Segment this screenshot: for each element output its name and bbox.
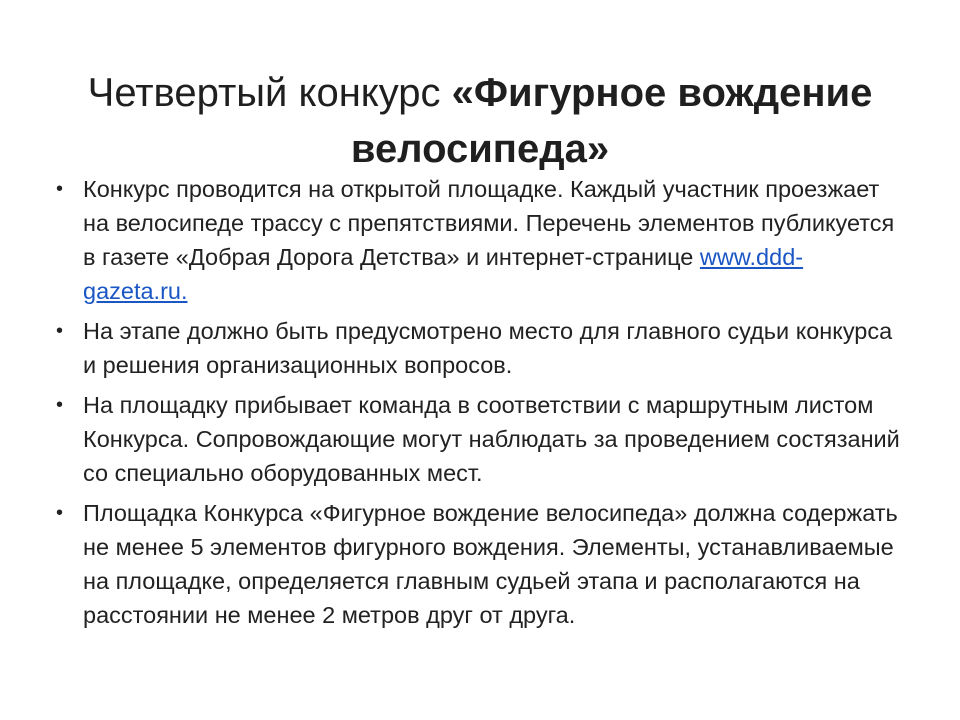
title-regular-part: Четвертый конкурс [87, 70, 452, 115]
slide-title [60, 65, 900, 177]
bullet-dot-icon: • [56, 502, 64, 524]
bullet-text: На площадку прибывает команда в соответствии с маршрутным листом Конкурса. Сопровождающие могут наблюдать за проведением состязаний со специально оборудованных мест. [83, 392, 900, 486]
bullet-list [56, 172, 906, 638]
bullet-dot-icon: • [56, 178, 64, 200]
bullet-item [56, 314, 906, 382]
bullet-item [56, 172, 906, 308]
title-bold-part: «Фигурное вождение велосипеда» [350, 70, 873, 171]
bullet-dot-icon: • [56, 394, 64, 416]
bullet-text: На этапе должно быть предусмотрено место для главного судьи конкурса и решения организационных вопросов. [83, 318, 893, 378]
bullet-item [56, 496, 906, 632]
bullet-text: Конкурс проводится на открытой площадке. Каждый участник проезжает на велосипеде трассу с препятствиями. Перечень элементов публикуется в газете «Добрая Дорога Детства» и интернет-странице [83, 176, 895, 270]
bullet-item [56, 388, 906, 490]
bullet-text: Площадка Конкурса «Фигурное вождение велосипеда» должна содержать не менее 5 элементов фигурного вождения. Элементы, устанавливаемые на площадке, определяется главным судьей этапа и располагаются на расстоянии не менее 2 метров друг от друга. [83, 500, 898, 628]
website-link[interactable]: www.ddd-gazeta.ru. [83, 244, 804, 304]
bullet-dot-icon: • [56, 320, 64, 342]
